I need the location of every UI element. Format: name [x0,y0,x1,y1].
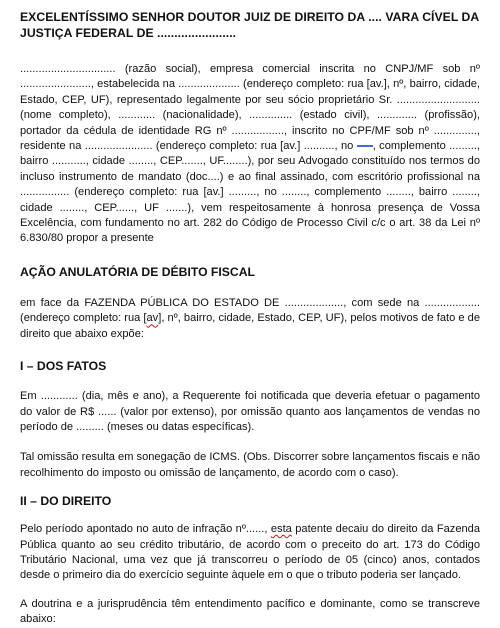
law-heading: II – DO DIREITO [20,494,112,509]
against-paragraph [20,296,480,342]
law-paragraph-2: A doutrina e a jurisprudência têm entendimento pacífico e dominante, como se transcreve abaixo: [20,597,480,626]
law-paragraph-1 [20,522,480,584]
against-text-part1: em face da FAZENDA PÚBLICA DO ESTADO DE ..................., com sede na .................. (endereço completo: rua [ [20,296,480,325]
facts-heading: I – DOS FATOS [20,359,107,374]
against-text-part2: ], nº, bairro, cidade, Estado, CEP, UF), pelos motivos de fato e de direito que abaixo expõe: [20,312,480,340]
spellcheck-flagged-word: esta [270,523,292,536]
law-text-part1: Pelo período apontado no auto de infração nº......, [20,523,271,536]
intro-text-part2: , complemento ........., bairro ..........., cidade ........, CEP......., UF........), por seu Advogado constituído nos termos do incluso instrumento de mandato (doc....) e ao final assinado, com escritório profissional na ................ (endereço completo: rua [av.] ........., no ........, complemento ........, bairro ........, cidade ........, CEP......, UF .......), vem respeitosamente à honrosa presença de Vossa Excelência, com fundamento no art. 282 do Código de Processo Civil c/c o art. 38 da Lei nº 6.830/80 propor a presente [20,140,480,245]
spellcheck-flagged-word: av [146,312,159,325]
facts-paragraph-2: Tal omissão resulta em sonegação de ICMS. (Obs. Discorrer sobre lançamentos fiscais e não recolhimento do imposto ou omissão de lançamento, de acordo com o caso). [20,451,480,479]
law-text-part2: patente decaiu do direito da Fazenda Pública quanto ao seu crédito tributário, de acordo com o preceito do art. 173 do Código Tributário Nacional, uma vez que já transcorreu o período de 05 (cinco) anos, contados desde o primeiro dia do exercício seguinte àquele em o que o tributo poderia ser lançado. [20,523,481,582]
action-title: AÇÃO ANULATÓRIA DE DÉBITO FISCAL [20,264,255,279]
facts-paragraph-1: Em ............ (dia, mês e ano), a Requerente foi notificada que deveria efetuar o pagamento do valor de R$ ...... (valor por extenso), por omissão quanto aos lançamentos de vendas no período de ......... (meses ou datas específicas). [20,390,480,433]
intro-text-part1: ............................... (razão social), empresa comercial inscrita no CNPJ/MF sob nº ......................., estabelecida na .................... (endereço completo: rua [av.], nº, bairro, cidade, Estado, CEP, UF), representado legalmente por seu sócio proprietário Sr. ........................... (nome completo), ............ (nacionalidade), .............. (estado civil), ............. (profissão), portador da cédula de identidade RG nº ................., inscrito no CPF/MF sob nº .............., residente na ...................... (endereço completo: rua [av.] .........., no [20,63,480,153]
addressee-heading: EXCELENTÍSSIMO SENHOR DOUTOR JUIZ DE DIREITO DA .... VARA CÍVEL DA JUSTIÇA FEDERAL DE ....................... [20,10,479,40]
intro-paragraph [20,62,480,247]
spellcheck-underline-mark [357,144,373,147]
